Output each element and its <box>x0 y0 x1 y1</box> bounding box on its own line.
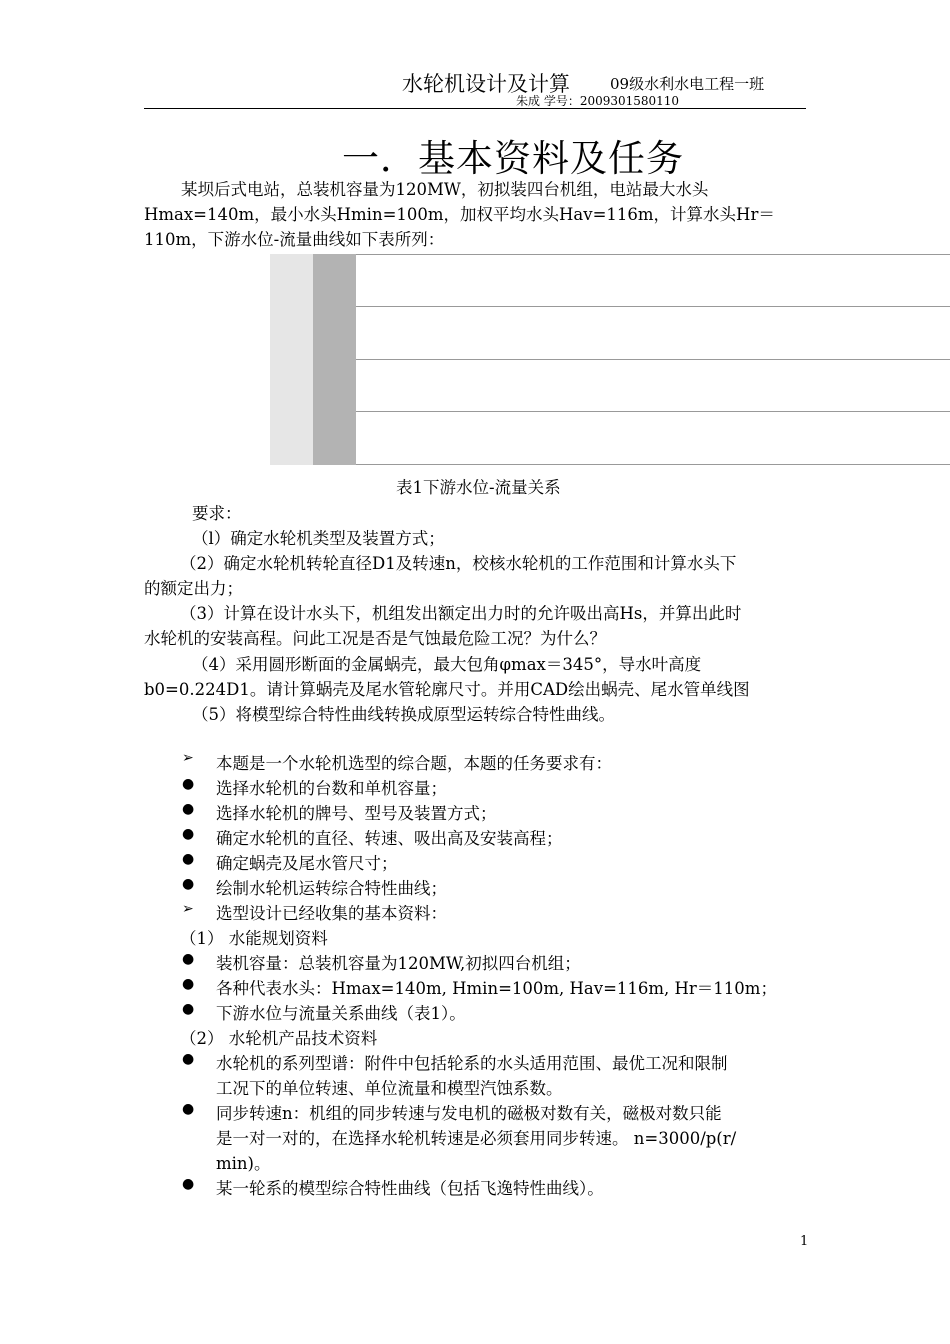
intro-line-2: Hmax=140m，最小水头Hmin=100m，加权平均水头Hav=116m，计算水头Hr＝ <box>144 205 775 224</box>
dot-bullet-icon: ● <box>182 851 195 867</box>
section-2-item-1-line-1: 水轮机的系列型谱：附件中包括轮系的水头适用范围、最优工况和限制 <box>216 1054 728 1073</box>
task-item-5: 绘制水轮机运转综合特性曲线； <box>216 879 447 898</box>
task-item-1: 选择水轮机的台数和单机容量； <box>216 779 447 798</box>
dot-bullet-icon: ● <box>182 976 195 992</box>
document-header-class: 09级水利水电工程一班 <box>610 75 765 93</box>
requirement-1: （l）确定水轮机类型及装置方式； <box>192 529 445 548</box>
requirement-4-line-2: b0=0.224D1。请计算蜗壳及尾水管轮廓尺寸。并用CAD绘出蜗壳、尾水管单线图 <box>144 680 750 699</box>
table-row-line <box>356 359 950 360</box>
dot-bullet-icon: ● <box>182 776 195 792</box>
page-number: 1 <box>800 1234 809 1249</box>
requirement-3-line-1: （3）计算在设计水头下，机组发出额定出力时的允许吸出高Hs，并算出此时 <box>180 604 742 623</box>
arrow-bullet-icon: ➢ <box>182 750 194 766</box>
requirement-4-line-1: （4）采用圆形断面的金属蜗壳，最大包角φmax＝345°，导水叶高度 <box>192 655 702 674</box>
dot-bullet-icon: ● <box>182 1051 195 1067</box>
task-item-4: 确定蜗壳及尾水管尺寸； <box>216 854 398 873</box>
section-2-item-1-line-2: 工况下的单位转速、单位流量和模型汽蚀系数。 <box>216 1079 563 1098</box>
section-1-item-3: 下游水位与流量关系曲线（表1）。 <box>216 1004 466 1023</box>
dot-bullet-icon: ● <box>182 951 195 967</box>
section-1-heading: （1） 水能规划资料 <box>180 929 328 948</box>
tailwater-discharge-table <box>270 254 950 465</box>
document-header-title: 水轮机设计及计算 <box>402 72 570 96</box>
requirements-heading: 要求： <box>192 504 242 523</box>
table-column-2 <box>313 254 356 465</box>
intro-line-3: 110m，下游水位-流量曲线如下表所列： <box>144 230 445 249</box>
requirement-3-line-2: 水轮机的安装高程。问此工况是否是气蚀最危险工况？为什么？ <box>144 629 606 648</box>
dot-bullet-icon: ● <box>182 1001 195 1017</box>
section-2-item-2-line-3: min)。 <box>216 1154 271 1173</box>
requirement-2-line-1: （2）确定水轮机转轮直径D1及转速n，校核水轮机的工作范围和计算水头下 <box>180 554 737 573</box>
task-item-2: 选择水轮机的牌号、型号及装置方式； <box>216 804 497 823</box>
page-title: 一．基本资料及任务 <box>342 137 684 180</box>
section-2-item-2-line-2: 是一对一对的，在选择水轮机转速是必须套用同步转速。 n=3000/p(r/ <box>216 1129 737 1148</box>
table-caption: 表1下游水位-流量关系 <box>396 478 561 497</box>
header-divider <box>144 108 806 109</box>
requirement-2-line-2: 的额定出力； <box>144 579 243 598</box>
section-1-item-2: 各种代表水头：Hmax=140m, Hmin=100m, Hav=116m, Hr＝110m； <box>216 979 777 998</box>
requirement-5: （5）将模型综合特性曲线转换成原型运转综合特性曲线。 <box>192 705 615 724</box>
dot-bullet-icon: ● <box>182 876 195 892</box>
dot-bullet-icon: ● <box>182 1176 195 1192</box>
intro-line-1: 某坝后式电站，总装机容量为120MW，初拟装四台机组，电站最大水头 <box>181 180 709 199</box>
section-1-item-1: 装机容量：总装机容量为120MW,初拟四台机组； <box>216 954 581 973</box>
collected-data-intro: 选型设计已经收集的基本资料： <box>216 904 447 923</box>
table-row-line <box>356 306 950 307</box>
table-row-line <box>356 254 950 255</box>
table-column-1 <box>270 254 313 465</box>
dot-bullet-icon: ● <box>182 826 195 842</box>
table-row-line <box>356 411 950 412</box>
arrow-bullet-icon: ➢ <box>182 901 194 917</box>
section-2-heading: （2） 水轮机产品技术资料 <box>180 1029 378 1048</box>
section-2-item-2-line-1: 同步转速n：机组的同步转速与发电机的磁极对数有关，磁极对数只能 <box>216 1104 722 1123</box>
dot-bullet-icon: ● <box>182 801 195 817</box>
task-item-3: 确定水轮机的直径、转速、吸出高及安装高程； <box>216 829 563 848</box>
task-intro: 本题是一个水轮机选型的综合题，本题的任务要求有： <box>216 754 612 773</box>
table-row-line <box>356 464 950 465</box>
dot-bullet-icon: ● <box>182 1101 195 1117</box>
document-header-student: 朱成 学号：2009301580110 <box>516 94 680 108</box>
section-2-item-3: 某一轮系的模型综合特性曲线（包括飞逸特性曲线）。 <box>216 1179 604 1198</box>
